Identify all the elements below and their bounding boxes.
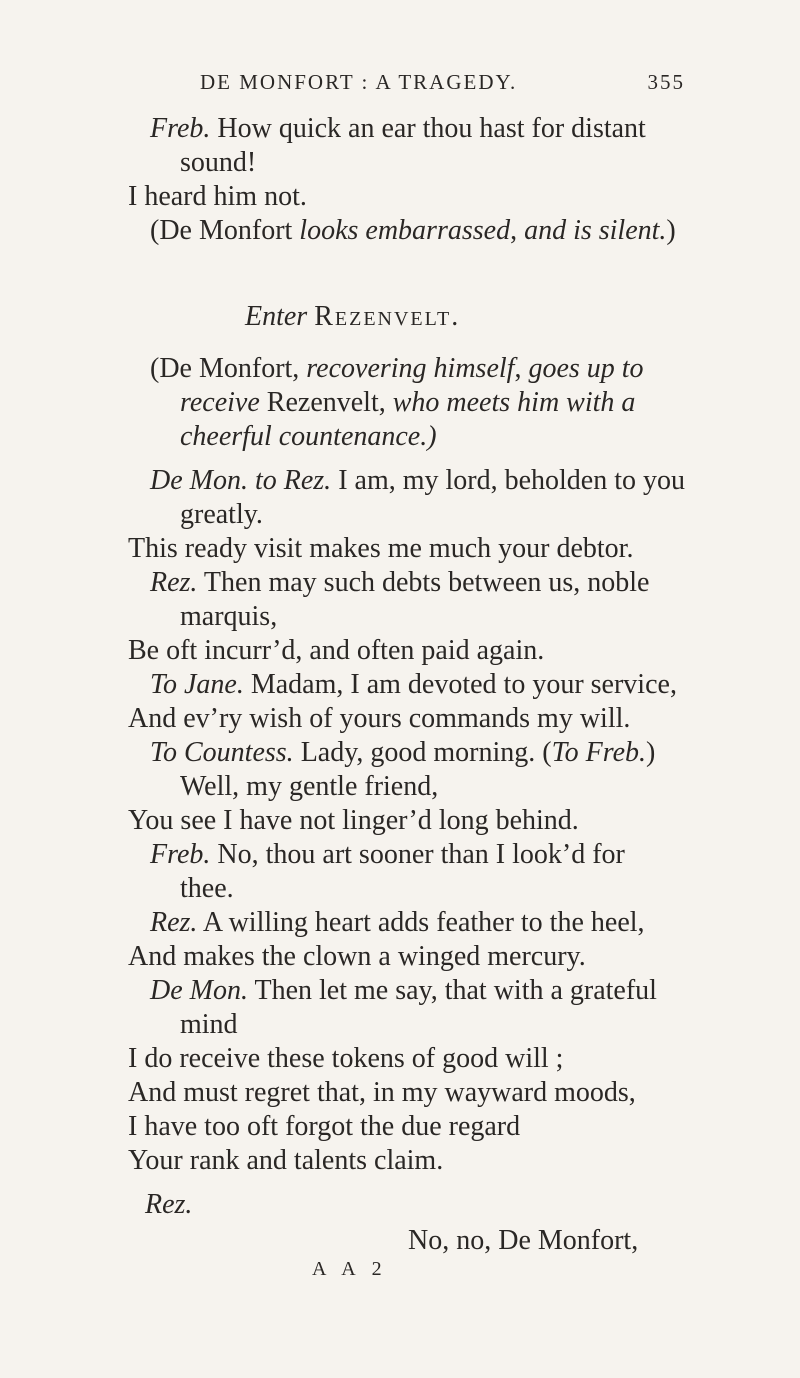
- speaker-name: To Countess.: [150, 737, 294, 768]
- direction-text: ,: [514, 353, 529, 384]
- speaker-name: Freb.: [150, 839, 211, 870]
- direction-italic: recovering himself: [306, 353, 515, 384]
- dialogue-text: I have too oft forgot the due regard: [128, 1111, 521, 1142]
- dialogue-text: How quick an ear thou hast for distant: [210, 113, 646, 144]
- text-line: [180, 498, 263, 532]
- dialogue-text: sound!: [180, 147, 257, 178]
- text-line: [150, 838, 625, 872]
- text-line: [150, 736, 655, 770]
- text-line: [408, 1224, 638, 1258]
- dialogue-text: You see I have not linger’d long behind.: [128, 805, 579, 836]
- text-line: [150, 464, 685, 498]
- page-number: 355: [647, 70, 685, 94]
- text-line: [128, 702, 630, 736]
- speaker-name: To Jane.: [150, 669, 244, 700]
- stage-direction: [150, 352, 644, 386]
- text-line: [180, 600, 277, 634]
- dialogue-text: ): [646, 737, 656, 768]
- signature-mark: A A 2: [312, 1258, 388, 1280]
- direction-italic: Enter: [245, 301, 315, 332]
- dialogue-text: Lady, good morning. (: [293, 737, 552, 768]
- text-line: [128, 940, 586, 974]
- direction-italic: cheerful countenance.): [180, 421, 437, 452]
- dialogue-text: I heard him not.: [128, 181, 307, 212]
- speaker-name: Rez.: [145, 1189, 193, 1220]
- text-line: [128, 1042, 563, 1076]
- page-header: [200, 70, 685, 100]
- dialogue-text: A willing heart adds feather to the heel,: [197, 907, 645, 938]
- text-line: [180, 1008, 238, 1042]
- running-title: DE MONFORT : A TRAGEDY.: [200, 70, 518, 94]
- direction-italic: receive: [180, 387, 260, 418]
- text-line: [128, 1110, 520, 1144]
- text-line: [128, 634, 544, 668]
- dialogue-text: No, thou art sooner than I look’d for: [210, 839, 625, 870]
- text-line: [128, 804, 579, 838]
- direction-text: (De Monfort: [150, 215, 300, 246]
- text-line: [150, 566, 649, 600]
- text-line: [128, 180, 307, 214]
- dialogue-text: I am, my lord, beholden to you: [331, 465, 686, 496]
- dialogue-text: Well, my gentle friend,: [180, 771, 439, 802]
- text-line: [145, 1188, 192, 1222]
- dialogue-text: And ev’ry wish of yours commands my will.: [128, 703, 631, 734]
- dialogue-text: Madam, I am devoted to your service,: [243, 669, 677, 700]
- dialogue-text: mind: [180, 1009, 238, 1040]
- dialogue-text: Your rank and talents claim.: [128, 1145, 444, 1176]
- text-line: [150, 112, 646, 146]
- dialogue-text: Be oft incurr’d, and often paid again.: [128, 635, 545, 666]
- direction-text: ): [666, 215, 676, 246]
- direction-text: ,: [510, 215, 525, 246]
- speaker-name: De Mon. to Rez.: [150, 465, 332, 496]
- speaker-name: De Mon.: [150, 975, 248, 1006]
- direction-text: (De Monfort,: [150, 353, 307, 384]
- dialogue-text: thee.: [180, 873, 234, 904]
- direction-italic: goes up to: [528, 353, 644, 384]
- text-line: [128, 1076, 636, 1110]
- dialogue-text: And must regret that, in my wayward moods,: [128, 1077, 636, 1108]
- direction-text: Rezenvelt,: [259, 387, 393, 418]
- direction-italic: who meets him with a: [392, 387, 636, 418]
- text-line: [180, 872, 234, 906]
- dialogue-text: I do receive these tokens of good will ;: [128, 1043, 564, 1074]
- speaker-name: Freb.: [150, 113, 211, 144]
- stage-direction: [180, 386, 635, 420]
- dialogue-text: And makes the clown a winged mercury.: [128, 941, 586, 972]
- stage-direction: [180, 420, 437, 454]
- speaker-name: To Freb.: [551, 737, 646, 768]
- text-line: [150, 974, 657, 1008]
- text-line: [128, 532, 633, 566]
- dialogue-text: This ready visit makes me much your debtor.: [128, 533, 634, 564]
- text-line: [150, 906, 645, 940]
- dialogue-text: Then may such debts between us, noble: [197, 567, 650, 598]
- dialogue-text: Then let me say, that with a grateful: [247, 975, 657, 1006]
- text-line: [128, 1144, 443, 1178]
- speaker-name: Rez.: [150, 907, 198, 938]
- character-name-smallcaps: Rezenvelt.: [314, 301, 461, 332]
- dialogue-text: greatly.: [180, 499, 263, 530]
- direction-italic: and is silent.: [524, 215, 667, 246]
- text-line: [180, 770, 438, 804]
- dialogue-text: No, no, De Monfort,: [408, 1225, 639, 1256]
- entrance-direction: [245, 300, 460, 334]
- dialogue-text: marquis,: [180, 601, 278, 632]
- stage-direction: [150, 214, 676, 248]
- text-line: [180, 146, 256, 180]
- text-line: [150, 668, 677, 702]
- speaker-name: Rez.: [150, 567, 198, 598]
- direction-italic: looks embarrassed: [299, 215, 511, 246]
